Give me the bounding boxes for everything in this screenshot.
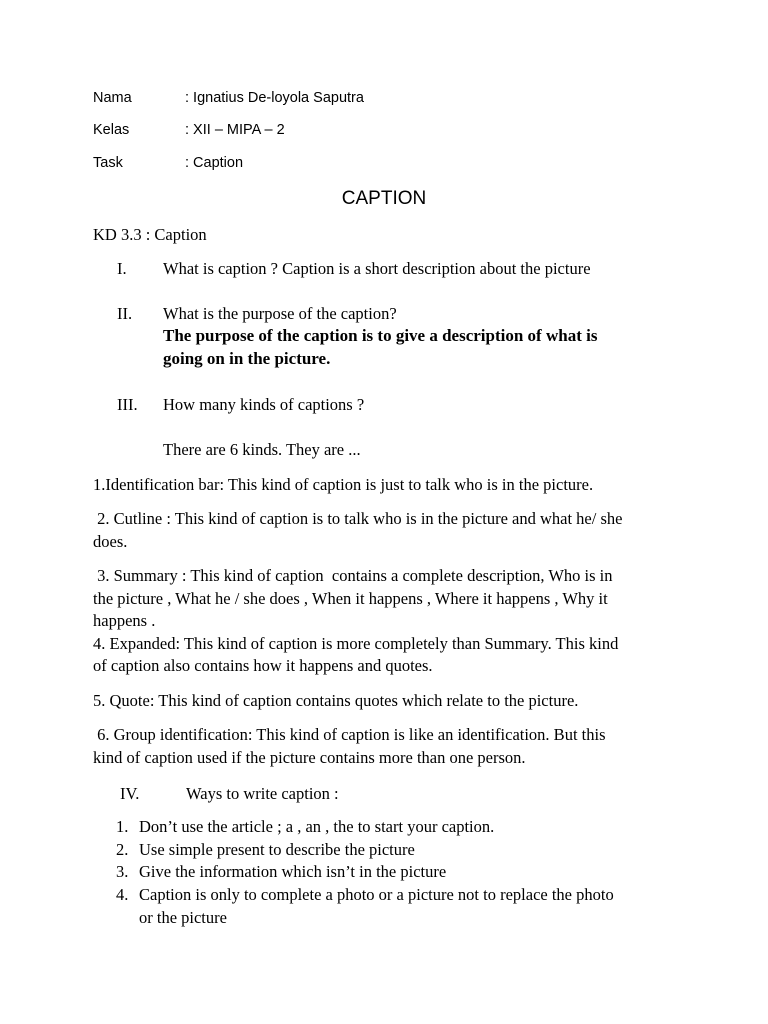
task-value: : Caption [185, 155, 244, 171]
way-1-text: Don’t use the article ; a , an , the to start your caption. [139, 817, 495, 836]
q1-text: What is caption ? Caption is a short description about the picture [163, 259, 591, 278]
kind-1: 1.Identification bar: This kind of caption is just to talk who is in the picture. [93, 475, 594, 494]
task-label: Task [93, 155, 123, 171]
kind-3-line2: the picture , What he / she does , When it happens , Where it happens , Why it [93, 589, 608, 608]
way-1-number: 1. [116, 817, 129, 836]
q4-text: Ways to write caption : [186, 784, 339, 803]
way-2-text: Use simple present to describe the picture [139, 840, 415, 859]
kind-2-line2: does. [93, 532, 128, 551]
way-4-text: Caption is only to complete a photo or a picture not to replace the photo [139, 885, 614, 904]
q2-answer-line2: going on in the picture. [163, 349, 331, 368]
way-3-text: Give the information which isn’t in the picture [139, 862, 447, 881]
kind-6-line2: kind of caption used if the picture contains more than one person. [93, 748, 526, 767]
page-title: CAPTION [341, 188, 427, 209]
kelas-label: Kelas [93, 122, 130, 138]
nama-value: : Ignatius De-loyola Saputra [185, 90, 364, 106]
q2-number: II. [117, 304, 133, 323]
kind-4-line2: of caption also contains how it happens and quotes. [93, 656, 433, 675]
way-4-text-continued: or the picture [139, 908, 227, 927]
kind-5: 5. Quote: This kind of caption contains quotes which relate to the picture. [93, 691, 579, 710]
q3-number: III. [117, 395, 138, 414]
q4-number: IV. [120, 784, 140, 803]
q3-intro: There are 6 kinds. They are ... [163, 440, 361, 459]
q3-text: How many kinds of captions ? [163, 395, 365, 414]
kd-heading: KD 3.3 : Caption [93, 225, 207, 244]
kind-2-line1: 2. Cutline : This kind of caption is to talk who is in the picture and what he/ she [93, 509, 623, 528]
q2-text: What is the purpose of the caption? [163, 304, 397, 323]
kind-6-line1: 6. Group identification: This kind of caption is like an identification. But this [93, 725, 606, 744]
way-3-number: 3. [116, 862, 129, 881]
q1-number: I. [117, 259, 127, 278]
kelas-value: : XII – MIPA – 2 [185, 122, 285, 138]
q2-answer-line1: The purpose of the caption is to give a description of what is [163, 326, 598, 345]
kind-3-line3: happens . [93, 611, 156, 630]
way-4-number: 4. [116, 885, 129, 904]
nama-label: Nama [93, 90, 132, 106]
way-2-number: 2. [116, 840, 129, 859]
kind-3-line1: 3. Summary : This kind of caption contains a complete description, Who is in [93, 566, 613, 585]
kind-4-line1: 4. Expanded: This kind of caption is more completely than Summary. This kind [93, 634, 619, 653]
